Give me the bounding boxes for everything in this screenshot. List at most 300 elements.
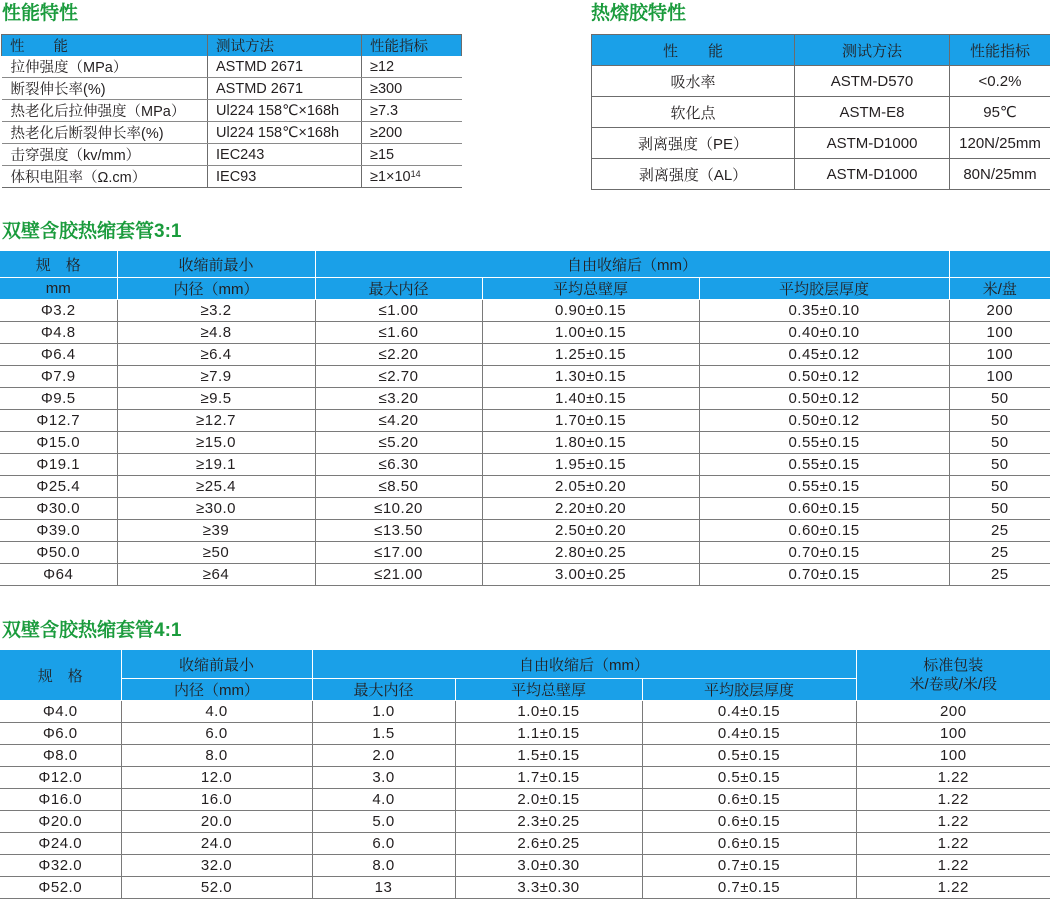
table-row (0, 322, 1050, 344)
max-inner-diameter-cell-text: ≤3.20 (378, 390, 419, 407)
wall-thickness-cell (482, 520, 699, 542)
property-cell-text: 热老化后断裂伸长率(%) (10, 126, 164, 142)
wall-thickness-cell-text: 1.00±0.15 (554, 324, 627, 341)
glue-thickness-cell (699, 476, 949, 498)
max-inner-diameter-cell (315, 498, 482, 520)
table-row (0, 811, 1050, 833)
header-inner-diameter: 内径（mm） (121, 679, 312, 701)
header-test-method: 测试方法 (208, 35, 362, 57)
method-cell (208, 166, 362, 188)
value-cell (950, 128, 1050, 159)
max-inner-diameter-cell (315, 476, 482, 498)
inner-diameter-cell (117, 454, 315, 476)
inner-diameter-cell-text: 4.0 (205, 703, 228, 720)
glue-thickness-cell-text: 0.6±0.15 (717, 813, 781, 830)
header-inner-diameter: 内径（mm） (117, 278, 315, 300)
header-test-method: 测试方法 (795, 35, 950, 66)
glue-thickness-cell (699, 322, 949, 344)
inner-diameter-cell-text: ≥64 (202, 566, 230, 583)
wall-thickness-cell (455, 767, 642, 789)
property-cell-text: 吸水率 (670, 73, 716, 91)
glue-thickness-cell (642, 745, 856, 767)
inner-diameter-cell-text: ≥4.8 (200, 324, 232, 341)
inner-diameter-cell-text: ≥6.4 (200, 346, 232, 363)
spec-cell (0, 366, 117, 388)
spec-cell-text: Φ8.0 (42, 747, 78, 764)
max-inner-diameter-cell (312, 767, 455, 789)
spec-cell (0, 454, 117, 476)
spec-cell (0, 855, 121, 877)
inner-diameter-cell-text: ≥3.2 (200, 302, 232, 319)
wall-thickness-cell-text: 1.80±0.15 (554, 434, 627, 451)
packaging-cell-text: 1.22 (937, 857, 969, 874)
glue-thickness-cell-text: 0.50±0.12 (788, 368, 860, 385)
table-row (0, 745, 1050, 767)
header-before-shrink: 收缩前最小 (121, 650, 312, 679)
packaging-cell (856, 833, 1050, 855)
max-inner-diameter-cell-text: 1.0 (372, 703, 395, 720)
spec-cell-text: Φ50.0 (36, 544, 81, 561)
packaging-cell-text: 50 (990, 412, 1009, 429)
glue-thickness-cell (699, 366, 949, 388)
method-cell (208, 144, 362, 166)
value-cell (362, 166, 462, 188)
packaging-cell (949, 542, 1050, 564)
max-inner-diameter-cell-text: ≤21.00 (374, 566, 423, 583)
wall-thickness-cell-text: 2.80±0.25 (554, 544, 627, 561)
property-cell (2, 144, 208, 166)
packaging-cell (949, 432, 1050, 454)
inner-diameter-cell-text: ≥15.0 (196, 434, 236, 451)
table-row (592, 159, 1050, 190)
method-cell (795, 97, 950, 128)
wall-thickness-cell-text: 3.00±0.25 (554, 566, 627, 583)
packaging-cell (949, 476, 1050, 498)
spec-cell (0, 498, 117, 520)
method-cell (795, 159, 950, 190)
spec-cell-text: Φ64 (43, 566, 74, 583)
glue-thickness-cell (699, 498, 949, 520)
method-cell-text: ASTMD 2671 (216, 80, 304, 97)
method-cell (208, 122, 362, 144)
table-row (2, 56, 462, 78)
header-after-shrink: 自由收缩后（mm） (315, 251, 949, 278)
property-cell (2, 100, 208, 122)
packaging-cell (949, 300, 1050, 322)
value-cell-text: ≥15 (370, 146, 395, 163)
spec-cell-text: Φ12.7 (36, 412, 81, 429)
packaging-cell (856, 811, 1050, 833)
spec-cell-text: Φ4.8 (40, 324, 76, 341)
max-inner-diameter-cell-text: ≤13.50 (374, 522, 423, 539)
glue-thickness-cell (642, 767, 856, 789)
wall-thickness-cell-text: 1.30±0.15 (554, 368, 627, 385)
packaging-cell (949, 454, 1050, 476)
property-cell (592, 66, 795, 97)
property-cell (2, 122, 208, 144)
wall-thickness-cell-text: 3.0±0.30 (517, 857, 580, 874)
glue-thickness-cell-text: 0.35±0.10 (788, 302, 860, 319)
spec-cell (0, 877, 121, 899)
header-glue-thickness: 平均胶层厚度 (699, 278, 949, 300)
glue-thickness-cell (642, 789, 856, 811)
wall-thickness-cell-text: 1.25±0.15 (554, 346, 627, 363)
table-row (0, 366, 1050, 388)
glue-thickness-cell-text: 0.60±0.15 (788, 500, 860, 517)
packaging-cell (949, 322, 1050, 344)
spec-cell-text: Φ15.0 (36, 434, 81, 451)
properties-header-row (2, 35, 462, 57)
wall-thickness-cell-text: 1.95±0.15 (554, 456, 627, 473)
property-cell-text: 拉伸强度（MPa） (10, 60, 128, 76)
method-cell-text: Ul224 158℃×168h (216, 124, 340, 141)
table-row (2, 122, 462, 144)
spec-cell (0, 388, 117, 410)
property-cell-text: 剥离强度（AL） (638, 166, 748, 184)
glue-thickness-cell (699, 432, 949, 454)
spec-cell (0, 789, 121, 811)
tube31-title: 双壁含胶热缩套管3:1 (2, 221, 182, 242)
inner-diameter-cell (121, 833, 312, 855)
property-cell (2, 56, 208, 78)
packaging-cell (949, 520, 1050, 542)
table-row (0, 564, 1050, 586)
max-inner-diameter-cell (315, 564, 482, 586)
max-inner-diameter-cell-text: ≤1.00 (378, 302, 419, 319)
hotmelt-header-row (592, 35, 1050, 66)
property-cell (592, 97, 795, 128)
glue-thickness-cell-text: 0.5±0.15 (717, 747, 781, 764)
table-row (0, 432, 1050, 454)
packaging-cell-text: 50 (990, 500, 1009, 517)
inner-diameter-cell (117, 366, 315, 388)
inner-diameter-cell (121, 723, 312, 745)
wall-thickness-cell (482, 476, 699, 498)
packaging-cell-text: 1.22 (937, 835, 969, 852)
max-inner-diameter-cell (315, 410, 482, 432)
packaging-cell (949, 344, 1050, 366)
glue-thickness-cell-text: 0.5±0.15 (717, 769, 781, 786)
wall-thickness-cell-text: 1.0±0.15 (517, 703, 580, 720)
spec-cell-text: Φ20.0 (38, 813, 83, 830)
property-cell (592, 159, 795, 190)
glue-thickness-cell (642, 877, 856, 899)
max-inner-diameter-cell (315, 366, 482, 388)
inner-diameter-cell (117, 564, 315, 586)
method-cell (208, 78, 362, 100)
property-cell (592, 128, 795, 159)
packaging-cell-text: 1.22 (937, 769, 969, 786)
inner-diameter-cell (117, 300, 315, 322)
glue-thickness-cell-text: 0.4±0.15 (717, 703, 781, 720)
value-cell (362, 122, 462, 144)
table-row (0, 410, 1050, 432)
spec-cell (0, 745, 121, 767)
hotmelt-title: 热熔胶特性 (591, 3, 687, 24)
spec-cell-text: Φ9.5 (40, 390, 76, 407)
method-cell-text: ASTM-D1000 (826, 134, 918, 152)
max-inner-diameter-cell (312, 745, 455, 767)
glue-thickness-cell (642, 723, 856, 745)
packaging-cell (856, 723, 1050, 745)
table-row (2, 166, 462, 188)
spec-cell (0, 432, 117, 454)
wall-thickness-cell-text: 3.3±0.30 (517, 879, 580, 896)
wall-thickness-cell (455, 701, 642, 723)
packaging-cell (856, 877, 1050, 899)
exponent: 14 (410, 168, 421, 179)
value-cell (950, 66, 1050, 97)
max-inner-diameter-cell (312, 855, 455, 877)
inner-diameter-cell (121, 811, 312, 833)
value-cell (950, 159, 1050, 190)
spec-cell (0, 410, 117, 432)
inner-diameter-cell-text: ≥25.4 (196, 478, 236, 495)
header-glue-thickness: 平均胶层厚度 (642, 679, 856, 701)
max-inner-diameter-cell-text: 3.0 (372, 769, 395, 786)
glue-thickness-cell-text: 0.70±0.15 (788, 544, 860, 561)
spec-cell-text: Φ30.0 (36, 500, 81, 517)
wall-thickness-cell (482, 388, 699, 410)
value-cell-text: ≥200 (370, 124, 403, 141)
max-inner-diameter-cell (312, 723, 455, 745)
inner-diameter-cell (117, 542, 315, 564)
spec-cell-text: Φ32.0 (38, 857, 83, 874)
glue-thickness-cell-text: 0.60±0.15 (788, 522, 860, 539)
max-inner-diameter-cell-text: ≤8.50 (378, 478, 419, 495)
max-inner-diameter-cell-text: 1.5 (372, 725, 395, 742)
glue-thickness-cell (699, 520, 949, 542)
max-inner-diameter-cell (315, 388, 482, 410)
spec-cell (0, 833, 121, 855)
packaging-cell (856, 745, 1050, 767)
packaging-cell-text: 100 (986, 368, 1014, 385)
spec-cell (0, 476, 117, 498)
tube31-table (0, 251, 1050, 586)
wall-thickness-cell-text: 2.20±0.20 (554, 500, 627, 517)
inner-diameter-cell (117, 432, 315, 454)
inner-diameter-cell (121, 855, 312, 877)
table-row (0, 476, 1050, 498)
inner-diameter-cell-text: 8.0 (205, 747, 228, 764)
packaging-cell-text: 1.22 (937, 813, 969, 830)
max-inner-diameter-cell (315, 432, 482, 454)
glue-thickness-cell (699, 344, 949, 366)
packaging-cell-text: 100 (986, 346, 1014, 363)
spec-cell (0, 701, 121, 723)
properties-table (1, 34, 462, 188)
table-row (0, 833, 1050, 855)
header-blank (949, 251, 1050, 278)
wall-thickness-cell (455, 723, 642, 745)
inner-diameter-cell-text: ≥50 (202, 544, 230, 561)
value-cell-text: ≥7.3 (370, 102, 399, 119)
property-cell-text: 断裂伸长率(%) (10, 82, 106, 98)
wall-thickness-cell-text: 1.5±0.15 (517, 747, 580, 764)
inner-diameter-cell-text: ≥39 (202, 522, 230, 539)
table-row (0, 454, 1050, 476)
spec-cell (0, 322, 117, 344)
spec-cell-text: Φ16.0 (38, 791, 83, 808)
method-cell-text: ASTM-E8 (839, 103, 905, 121)
method-cell-text: ASTMD 2671 (216, 58, 304, 75)
packaging-cell (949, 498, 1050, 520)
packaging-cell-text: 25 (990, 544, 1009, 561)
inner-diameter-cell (117, 388, 315, 410)
max-inner-diameter-cell (312, 833, 455, 855)
wall-thickness-cell (482, 322, 699, 344)
table-row (592, 128, 1050, 159)
max-inner-diameter-cell-text: 2.0 (372, 747, 395, 764)
glue-thickness-cell (699, 454, 949, 476)
packaging-cell (856, 789, 1050, 811)
spec-cell-text: Φ4.0 (42, 703, 78, 720)
packaging-cell-text: 50 (990, 390, 1009, 407)
header-spec: 规 格 (0, 650, 121, 701)
wall-thickness-cell-text: 2.0±0.15 (517, 791, 580, 808)
packaging-cell-text: 50 (990, 456, 1009, 473)
wall-thickness-cell-text: 2.6±0.25 (517, 835, 580, 852)
wall-thickness-cell-text: 1.40±0.15 (554, 390, 627, 407)
max-inner-diameter-cell-text: ≤4.20 (378, 412, 419, 429)
max-inner-diameter-cell (315, 322, 482, 344)
spec-cell (0, 811, 121, 833)
table-row (0, 498, 1050, 520)
tube41-title: 双壁含胶热缩套管4:1 (2, 620, 182, 641)
max-inner-diameter-cell (315, 344, 482, 366)
glue-thickness-cell (642, 833, 856, 855)
wall-thickness-cell (455, 789, 642, 811)
glue-thickness-cell-text: 0.45±0.12 (788, 346, 860, 363)
wall-thickness-cell (482, 454, 699, 476)
wall-thickness-cell-text: 0.90±0.15 (554, 302, 627, 319)
spec-cell (0, 520, 117, 542)
method-cell-text: ASTM-D570 (830, 72, 914, 90)
spec-cell-text: Φ25.4 (36, 478, 81, 495)
table-row (0, 344, 1050, 366)
inner-diameter-cell-text: ≥7.9 (200, 368, 232, 385)
inner-diameter-cell (121, 701, 312, 723)
inner-diameter-cell-text: 12.0 (200, 769, 233, 786)
max-inner-diameter-cell-text: 6.0 (372, 835, 395, 852)
max-inner-diameter-cell-text: 4.0 (372, 791, 395, 808)
tube31-header-row-2 (0, 278, 1050, 300)
table-row (592, 97, 1050, 128)
packaging-cell-text: 200 (986, 302, 1014, 319)
wall-thickness-cell (482, 366, 699, 388)
method-cell (208, 100, 362, 122)
inner-diameter-cell-text: ≥9.5 (200, 390, 232, 407)
wall-thickness-cell (482, 300, 699, 322)
glue-thickness-cell-text: 0.4±0.15 (717, 725, 781, 742)
inner-diameter-cell-text: ≥19.1 (196, 456, 236, 473)
table-row (0, 701, 1050, 723)
method-cell (795, 128, 950, 159)
spec-cell-text: Φ3.2 (40, 302, 76, 319)
value-cell-text: 80N/25mm (963, 165, 1037, 183)
max-inner-diameter-cell-text: ≤6.30 (378, 456, 419, 473)
wall-thickness-cell (482, 542, 699, 564)
max-inner-diameter-cell (315, 300, 482, 322)
glue-thickness-cell (642, 701, 856, 723)
packaging-cell-text: 50 (990, 478, 1009, 495)
spec-cell-text: Φ52.0 (38, 879, 83, 896)
property-cell-text: 软化点 (670, 104, 716, 122)
spec-cell-text: Φ39.0 (36, 522, 81, 539)
glue-thickness-cell-text: 0.55±0.15 (788, 478, 860, 495)
value-cell (362, 78, 462, 100)
inner-diameter-cell (117, 410, 315, 432)
value-cell (950, 97, 1050, 128)
packaging-cell (856, 855, 1050, 877)
wall-thickness-cell (455, 855, 642, 877)
inner-diameter-cell-text: 24.0 (200, 835, 233, 852)
glue-thickness-cell (699, 542, 949, 564)
wall-thickness-cell (455, 745, 642, 767)
max-inner-diameter-cell (315, 520, 482, 542)
table-row (0, 723, 1050, 745)
header-packaging-line1: 标准包装 (923, 657, 984, 674)
header-spec: 规 格 (0, 251, 117, 278)
glue-thickness-cell-text: 0.7±0.15 (717, 857, 781, 874)
header-property: 性 能 (2, 35, 208, 57)
glue-thickness-cell-text: 0.40±0.10 (788, 324, 860, 341)
inner-diameter-cell (117, 344, 315, 366)
header-packaging-line2: 米/卷或/米/段 (909, 676, 998, 693)
table-row (2, 100, 462, 122)
max-inner-diameter-cell-text: ≤1.60 (378, 324, 419, 341)
property-cell (2, 78, 208, 100)
method-cell-text: Ul224 158℃×168h (216, 102, 340, 119)
wall-thickness-cell (482, 344, 699, 366)
property-cell-text: 体积电阻率（Ω.cm） (10, 170, 147, 186)
table-row (2, 144, 462, 166)
table-row (0, 542, 1050, 564)
glue-thickness-cell-text: 0.50±0.12 (788, 390, 860, 407)
property-cell-text: 击穿强度（kv/mm） (10, 148, 141, 164)
packaging-cell-text: 200 (940, 703, 967, 720)
packaging-cell (949, 366, 1050, 388)
inner-diameter-cell-text: 20.0 (200, 813, 233, 830)
glue-thickness-cell (642, 855, 856, 877)
glue-thickness-cell-text: 0.55±0.15 (788, 456, 860, 473)
table-row (0, 300, 1050, 322)
max-inner-diameter-cell-text: 13 (374, 879, 393, 896)
header-packaging: 米/盘 (949, 278, 1050, 300)
max-inner-diameter-cell (312, 877, 455, 899)
spec-cell-text: Φ12.0 (38, 769, 83, 786)
inner-diameter-cell (117, 476, 315, 498)
packaging-cell (949, 564, 1050, 586)
header-before-shrink: 收缩前最小 (117, 251, 315, 278)
method-cell-text: ASTM-D1000 (826, 165, 918, 183)
max-inner-diameter-cell-text: 5.0 (372, 813, 395, 830)
spec-cell-text: Φ7.9 (40, 368, 76, 385)
glue-thickness-cell (699, 410, 949, 432)
header-wall-thickness: 平均总壁厚 (455, 679, 642, 701)
max-inner-diameter-cell-text: ≤5.20 (378, 434, 419, 451)
glue-thickness-cell-text: 0.50±0.12 (788, 412, 860, 429)
glue-thickness-cell (699, 300, 949, 322)
value-cell-text: <0.2% (978, 72, 1022, 90)
value-cell-text: 95℃ (983, 104, 1017, 121)
glue-thickness-cell-text: 0.7±0.15 (717, 879, 781, 896)
glue-thickness-cell (699, 564, 949, 586)
glue-thickness-cell-text: 0.6±0.15 (717, 791, 781, 808)
wall-thickness-cell (482, 498, 699, 520)
spec-cell (0, 723, 121, 745)
spec-cell (0, 767, 121, 789)
